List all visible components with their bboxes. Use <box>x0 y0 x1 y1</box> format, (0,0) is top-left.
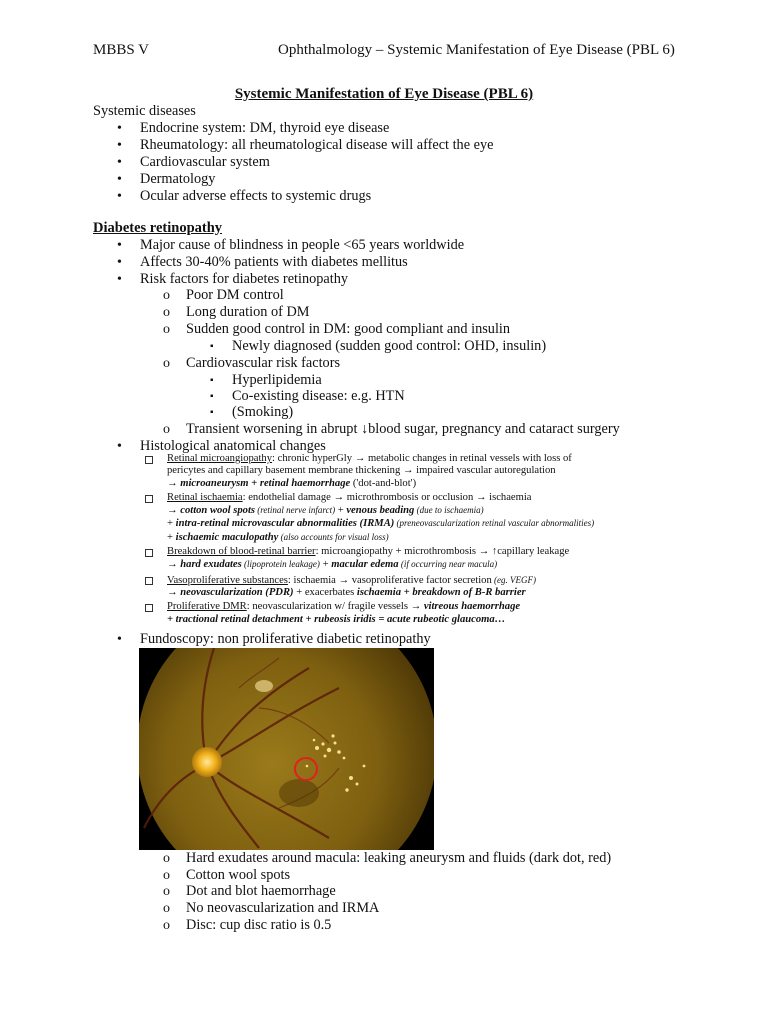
risk-item: Long duration of DM <box>186 304 310 320</box>
checkbox-icon <box>145 495 153 503</box>
square-bullet-icon: ▪ <box>210 375 214 386</box>
fundoscopy-heading: Fundoscopy: non proliferative diabetic retinopathy <box>140 631 431 647</box>
risk-subitem: (Smoking) <box>232 404 294 420</box>
square-bullet-icon: ▪ <box>210 341 214 352</box>
header-right: Ophthalmology – Systemic Manifestation of Eye Disease (PBL 6) <box>278 42 675 58</box>
histology-emphasis: ischaemia + breakdown of B-R barrier <box>356 586 526 598</box>
histology-note: (due to ischaemia) <box>414 505 484 516</box>
finding-item: Disc: cup disc ratio is 0.5 <box>186 917 332 933</box>
histology-heading: Histological anatomical changes <box>140 438 326 454</box>
histology-row <box>143 601 623 626</box>
histology-title: Retinal microangiopathy <box>167 453 273 464</box>
histology-row <box>143 546 623 572</box>
finding-item: Dot and blot haemorrhage <box>186 883 336 899</box>
circle-bullet-icon: o <box>163 918 170 933</box>
fundus-image <box>139 648 434 850</box>
circle-bullet-icon: o <box>163 356 170 371</box>
risk-subitem: Hyperlipidemia <box>232 372 322 388</box>
checkbox-icon <box>145 604 153 612</box>
histology-text: + <box>167 531 176 543</box>
histology-text: : endothelial damage → microthrombosis or occlusion → ischaemia <box>242 491 532 503</box>
risk-item: Poor DM control <box>186 287 284 303</box>
systemic-heading: Systemic diseases <box>93 103 196 119</box>
systemic-item: Endocrine system: DM, thyroid eye disease <box>140 120 390 136</box>
systemic-item: Dermatology <box>140 171 216 187</box>
risk-item: Transient worsening in abrupt ↓blood sugar, pregnancy and cataract surgery <box>186 421 620 437</box>
risk-subitem: Newly diagnosed (sudden good control: OHD, insulin) <box>232 338 547 354</box>
histology-note: (if occurring near macula) <box>398 559 498 570</box>
circle-bullet-icon: o <box>163 288 170 303</box>
histology-emphasis: cotton wool spots <box>180 505 256 517</box>
histology-text: : microangiopathy + microthrombosis → ↑capillary leakage <box>315 546 570 558</box>
histology-row <box>143 574 623 600</box>
bullet-icon: • <box>117 255 122 270</box>
risk-subitem: Co-existing disease: e.g. HTN <box>232 388 405 404</box>
square-bullet-icon: ▪ <box>210 391 214 402</box>
histology-text: → <box>167 477 181 489</box>
histology-emphasis: macular edema <box>331 559 399 571</box>
dr-bullet: Risk factors for diabetes retinopathy <box>140 271 349 287</box>
histology-note: (preneovascularization retinal vascular abnormalities) <box>394 518 595 529</box>
histology-text: + <box>167 518 176 530</box>
checkbox-icon <box>145 577 153 585</box>
histology-text: + <box>335 505 347 517</box>
dr-bullet: Major cause of blindness in people <65 years worldwide <box>140 237 465 253</box>
circle-bullet-icon: o <box>163 884 170 899</box>
bullet-icon: • <box>117 138 122 153</box>
histology-emphasis: venous beading <box>346 505 415 517</box>
bullet-icon: • <box>117 272 122 287</box>
histology-emphasis: + tractional retinal detachment + rubeosis iridis = acute rubeotic glaucoma… <box>167 613 506 625</box>
histology-note: (eg. VEGF) <box>491 574 536 585</box>
histology-emphasis: intra-retinal microvascular abnormalities (IRMA) <box>175 518 395 530</box>
bullet-icon: • <box>117 155 122 170</box>
histology-note: (also accounts for visual loss) <box>278 531 389 542</box>
finding-item: Cotton wool spots <box>186 867 291 883</box>
bullet-icon: • <box>117 121 122 136</box>
checkbox-icon <box>145 549 153 557</box>
histology-row <box>143 492 623 544</box>
circle-bullet-icon: o <box>163 868 170 883</box>
bullet-icon: • <box>117 172 122 187</box>
histology-text: + <box>319 559 332 571</box>
histology-row <box>143 453 623 490</box>
circle-bullet-icon: o <box>163 851 170 866</box>
histology-emphasis: microaneurysm + retinal haemorrhage <box>180 477 351 489</box>
histology-title: Proliferative DMR <box>167 601 247 613</box>
risk-item: Sudden good control in DM: good compliant and insulin <box>186 321 511 337</box>
dr-bullet: Affects 30-40% patients with diabetes mellitus <box>140 254 408 270</box>
histology-text: → <box>167 559 181 571</box>
histology-text: : chronic hyperGly → metabolic changes in retinal vessels with loss of <box>272 453 572 464</box>
circle-bullet-icon: o <box>163 322 170 337</box>
histology-title: Retinal ischaemia <box>167 491 243 503</box>
histology-table <box>143 453 623 628</box>
systemic-item: Cardiovascular system <box>140 154 270 170</box>
histology-emphasis: hard exudates <box>180 559 242 571</box>
histology-text: → <box>167 586 181 598</box>
square-bullet-icon: ▪ <box>210 407 214 418</box>
histology-emphasis: neovascularization (PDR) <box>180 586 294 598</box>
page-title: Systemic Manifestation of Eye Disease (PBL 6) <box>234 86 534 102</box>
histology-title: Breakdown of blood-retinal barrier <box>167 546 316 558</box>
histology-emphasis: vitreous haemorrhage <box>423 601 521 613</box>
bullet-icon: • <box>117 189 122 204</box>
histology-text: : neovascularization w/ fragile vessels → <box>246 601 424 613</box>
circle-bullet-icon: o <box>163 305 170 320</box>
finding-item: No neovascularization and IRMA <box>186 900 380 916</box>
finding-item: Hard exudates around macula: leaking aneurysm and fluids (dark dot, red) <box>186 850 612 866</box>
histology-text: + exacerbates <box>293 586 357 598</box>
histology-emphasis: ischaemic maculopathy <box>175 531 279 543</box>
checkbox-icon <box>145 456 153 464</box>
systemic-item: Rheumatology: all rheumatological disease will affect the eye <box>140 137 494 153</box>
histology-text: : ischaemia → vasoproliferative factor secretion <box>287 574 492 586</box>
histology-note: (lipoprotein leakage) <box>241 559 320 570</box>
fundus-photo <box>139 648 434 850</box>
section-heading-dr: Diabetes retinopathy <box>93 220 223 236</box>
bullet-icon: • <box>117 439 122 454</box>
bullet-icon: • <box>117 632 122 647</box>
circle-bullet-icon: o <box>163 901 170 916</box>
circle-bullet-icon: o <box>163 422 170 437</box>
histology-note: (retinal nerve infarct) <box>255 505 336 516</box>
bullet-icon: • <box>117 238 122 253</box>
systemic-item: Ocular adverse effects to systemic drugs <box>140 188 372 204</box>
risk-item: Cardiovascular risk factors <box>186 355 341 371</box>
histology-text: ('dot-and-blot') <box>350 477 417 489</box>
header-left: MBBS V <box>93 42 150 58</box>
histology-title: Vasoproliferative substances <box>167 574 288 586</box>
histology-text: pericytes and capillary basement membrane thickening → impaired vascular autoregulation <box>167 465 556 477</box>
histology-text: → <box>167 505 181 517</box>
